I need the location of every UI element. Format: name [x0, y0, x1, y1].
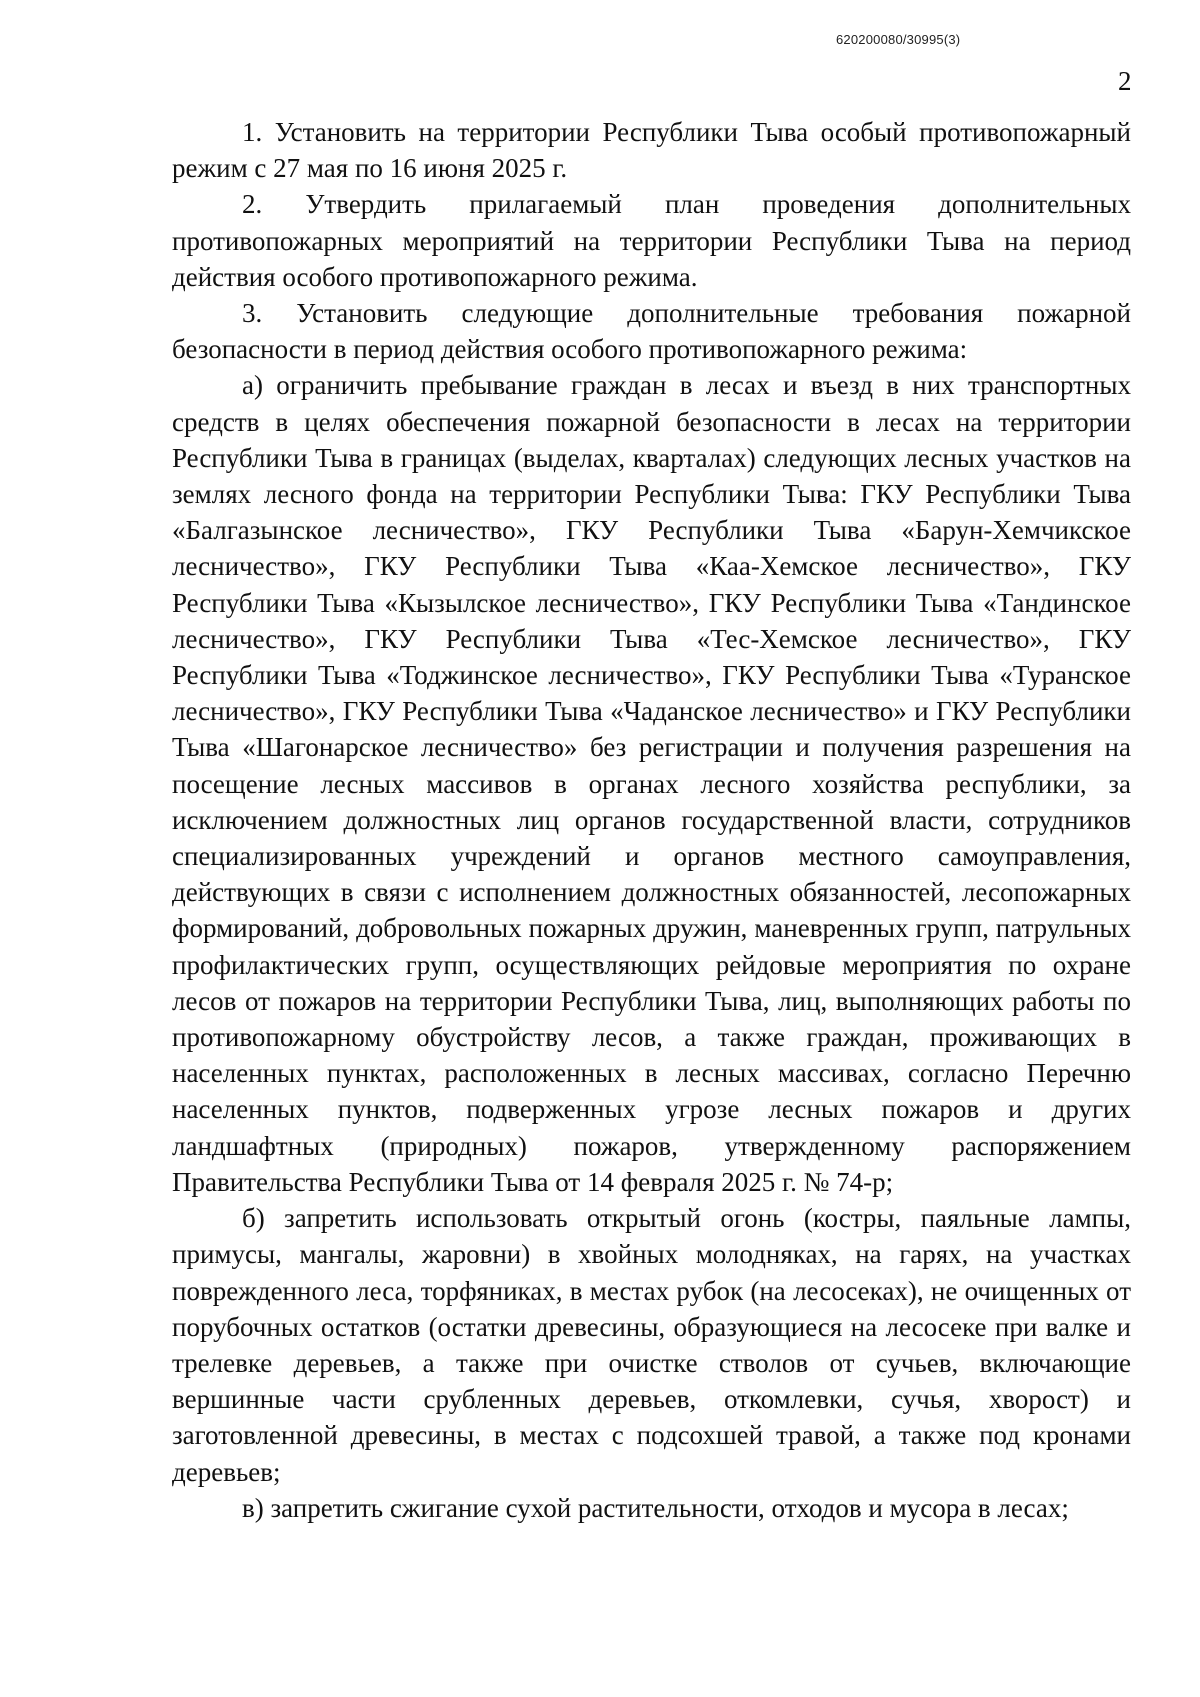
page-number: 2	[1118, 66, 1132, 96]
paragraph-1-special-fire-regime: 1. Установить на территории Республики Тыва особый противопожарный режим с 27 мая по 16 июня 2025 г.	[172, 117, 1131, 184]
paragraph-3v-ban-burning: в) запретить сжигание сухой растительности, отходов и мусора в лесах;	[242, 1492, 1069, 1523]
document-body	[172, 114, 1131, 1526]
paragraph-3b-ban-open-fire: б) запретить использовать открытый огонь (костры, паяльные лампы, примусы, мангалы, жаровни) в хвойных молодняках, на гарях, на участках поврежденного леса, торфяниках, в местах рубок (на лесосеках), не очищенных от порубочных остатков (остатки древесины, образующиеся на лесосеке при валке и трелевке деревьев, а также при очистке стволов от сучьев, включающие вершинные части срубленных деревьев, откомлевки, сучья, хворост) и заготовленной древесины, в местах с подсохшей травой, а также под кронами деревьев;	[172, 1203, 1131, 1487]
document-id: 620200080/30995(3)	[836, 32, 961, 47]
paragraph-3-additional-requirements: 3. Установить следующие дополнительные требования пожарной безопасности в период действия особого противопожарного режима:	[172, 298, 1131, 365]
paragraph-3a-restrict-forest-access: а) ограничить пребывание граждан в лесах и въезд в них транспортных средств в целях обеспечения пожарной безопасности в лесах на территории Республики Тыва в границах (выделах, кварталах) следующих лесных участков на землях лесного фонда на территории Республики Тыва: ГКУ Республики Тыва «Балгазынское лесничество», ГКУ Республики Тыва «Барун-Хемчикское лесничество», ГКУ Республики Тыва «Каа-Хемское лесничество», ГКУ Республики Тыва «Кызылское лесничество», ГКУ Республики Тыва «Тандинское лесничество», ГКУ Республики Тыва «Тес-Хемское лесничество», ГКУ Республики Тыва «Тоджинское лесничество», ГКУ Республики Тыва «Туранское лесничество», ГКУ Республики Тыва «Чаданское лесничество» и ГКУ Республики Тыва «Шагонарское лесничество» без регистрации и получения разрешения на посещение лесных массивов в органах лесного хозяйства республики, за исключением должностных лиц органов государственной власти, сотрудников специализированных учреждений и органов местного самоуправления, действующих в связи с исполнением должностных обязанностей, лесопожарных формирований, добровольных пожарных дружин, маневренных групп, патрульных профилактических групп, осуществляющих рейдовые мероприятия по охране лесов от пожаров на территории Республики Тыва, лиц, выполняющих работы по противопожарному обустройству лесов, а также граждан, проживающих в населенных пунктах, расположенных в лесных массивах, согласно Перечню населенных пунктов, подверженных угрозе лесных пожаров и других ландшафтных (природных) пожаров, утвержденному распоряжением Правительства Республики Тыва от 14 февраля 2025 г. № 74-р;	[172, 370, 1131, 1197]
paragraph-2-approve-plan: 2. Утвердить прилагаемый план проведения дополнительных противопожарных мероприятий на территории Республики Тыва на период действия особого противопожарного режима.	[172, 189, 1131, 292]
